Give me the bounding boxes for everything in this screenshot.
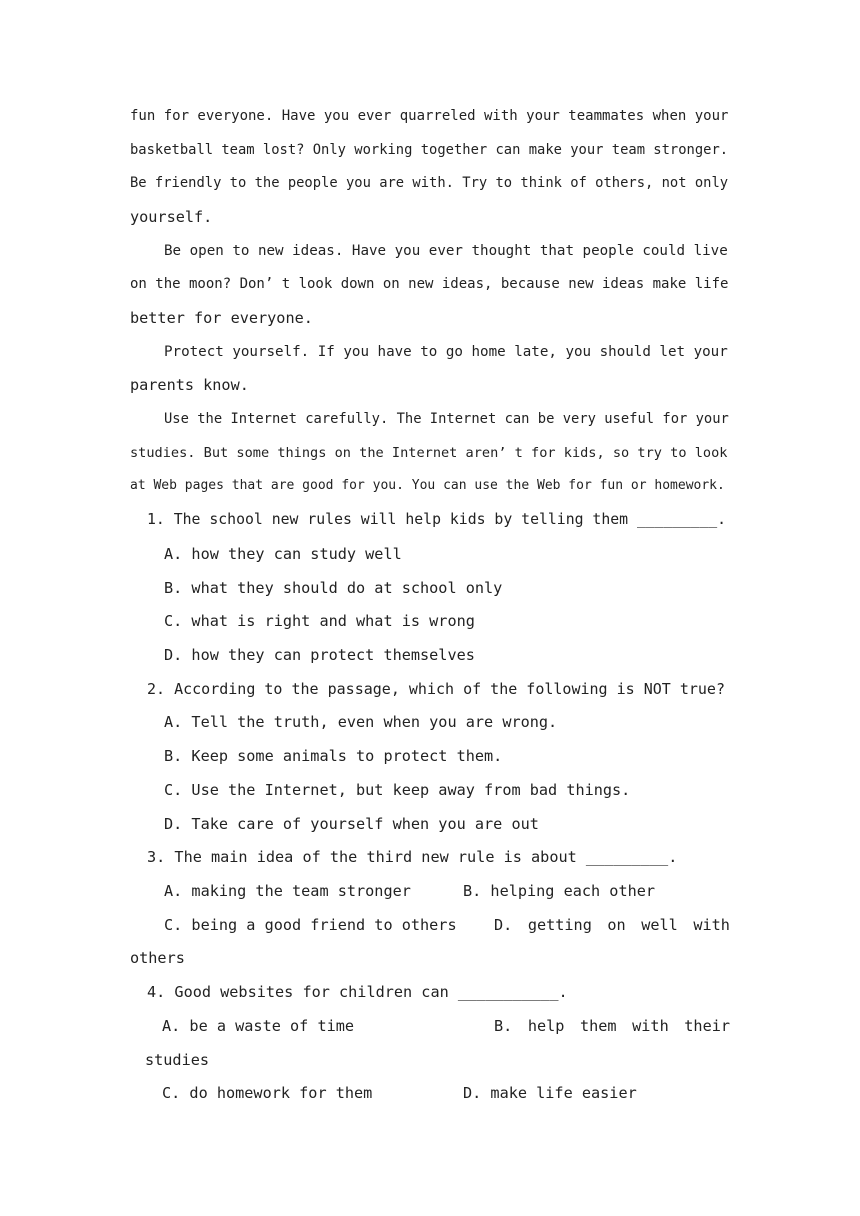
answer-word: D. [494,916,513,934]
answer-option-b [494,1009,730,1043]
passage-line: at Web pages that are good for you. You can use the Web for fun or homework. [130,478,725,493]
passage-line: studies. But some things on the Internet aren’ t for kids, so try to look [130,445,728,461]
answer-option: C. being a good friend to others [164,916,457,934]
answer-word: their [684,1017,730,1035]
answer-option: C. what is right and what is wrong [164,612,475,630]
answer-option: C. do homework for them [162,1084,373,1102]
passage-line: Be open to new ideas. Have you ever thought that people could live [164,243,728,259]
passage-line: on the moon? Don’ t look down on new ideas, because new ideas make life [130,276,729,292]
answer-word: with [632,1017,669,1035]
answer-option: A. be a waste of time [162,1017,355,1035]
answer-option: D. make life easier [463,1084,637,1102]
question-stem: 2. According to the passage, which of the following is NOT true? [147,680,725,698]
answer-option: D. how they can protect themselves [164,646,475,664]
answer-option-wrap: studies [145,1051,210,1069]
answer-word: on [607,916,626,934]
passage-line: fun for everyone. Have you ever quarreled with your teammates when your [130,108,729,124]
answer-option: A. making the team stronger [164,882,411,900]
passage-line: basketball team lost? Only working together can make your team stronger. [130,142,729,158]
passage-line: Use the Internet carefully. The Internet can be very useful for your [164,411,729,427]
answer-word: with [693,916,730,934]
answer-option: B. Keep some animals to protect them. [164,747,503,765]
answer-word: help [527,1017,565,1035]
answer-option-d [494,908,730,942]
question-stem: 3. The main idea of the third new rule is about _________. [147,848,678,866]
answer-option: D. Take care of yourself when you are out [164,815,539,833]
answer-option-wrap: others [130,949,185,967]
question-stem: 4. Good websites for children can ___________. [147,983,568,1001]
passage-line: Protect yourself. If you have to go home late, you should let your [164,344,728,360]
answer-option: A. how they can study well [164,545,402,563]
answer-option: C. Use the Internet, but keep away from bad things. [164,781,631,799]
passage-line: better for everyone. [130,309,313,327]
answer-option: B. helping each other [463,882,656,900]
answer-word: getting [527,916,592,934]
passage-line: Be friendly to the people you are with. Try to think of others, not only [130,175,729,191]
answer-word: well [641,916,678,934]
answer-option: A. Tell the truth, even when you are wrong. [164,713,558,731]
answer-word: them [580,1017,617,1035]
answer-word: B. [494,1017,513,1035]
passage-line: parents know. [130,376,249,394]
question-stem: 1. The school new rules will help kids by telling them _________. [147,511,727,528]
passage-line: yourself. [130,208,213,226]
answer-option: B. what they should do at school only [164,579,503,597]
